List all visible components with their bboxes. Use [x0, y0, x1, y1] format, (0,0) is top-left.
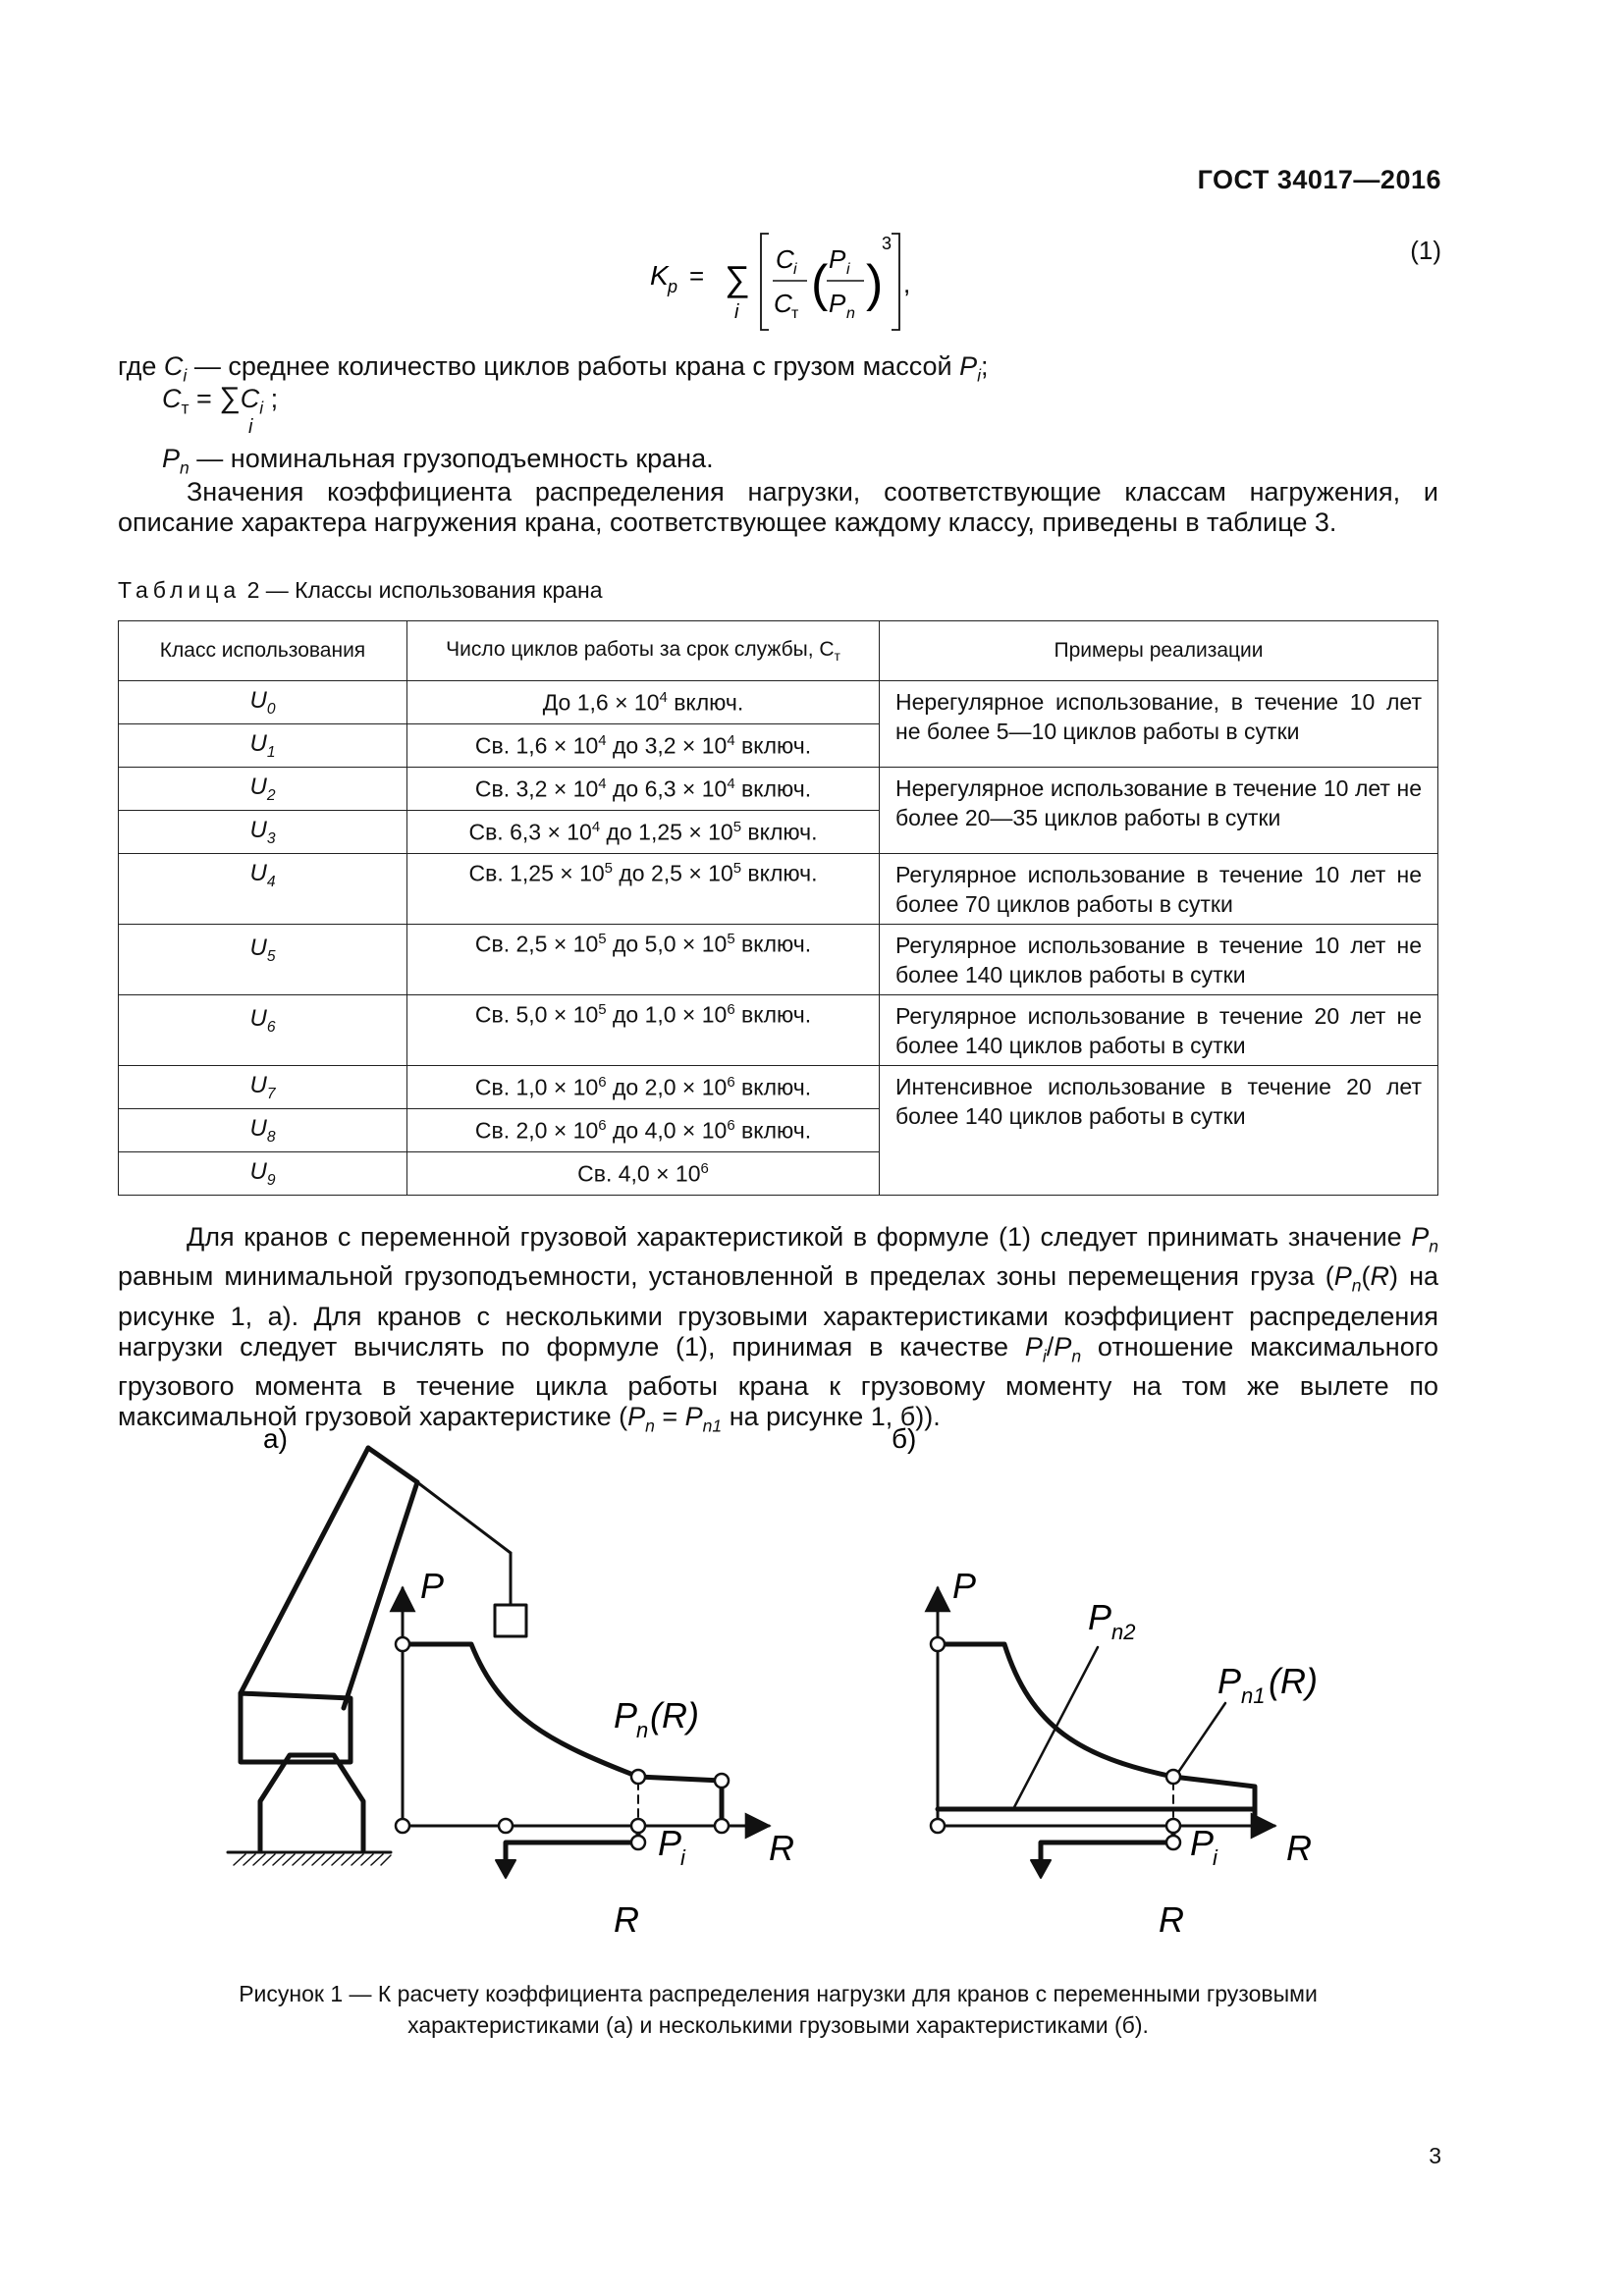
panel-a-axis-x: R [769, 1828, 794, 1868]
right-paren: ) [866, 255, 884, 312]
document-header: ГОСТ 34017—2016 [1197, 165, 1441, 194]
panel-b-point-label: P [1190, 1823, 1215, 1863]
def2-sub: т [181, 398, 189, 418]
def2-index: i [248, 416, 253, 438]
cycles-cell: Св. $5,0 \times 10^5$ до $1,0 \times 10^6$ включ. [407, 995, 880, 1066]
def2-sumsub: i [259, 398, 264, 418]
equation-1 [628, 224, 943, 342]
ground-hatching [234, 1854, 391, 1865]
example-cell: Регулярное использование в течение 20 лет не более 140 циклов работы в сутки [880, 995, 1438, 1066]
panel-b-axis-x-below: R [1159, 1899, 1184, 1940]
figure-caption-line-1: Рисунок 1 — К расчету коэффициента распределения нагрузки для кранов с переменными грузовыми [239, 1981, 1318, 2006]
panel-b-curve1-label-rest: (R) [1269, 1661, 1318, 1701]
def3-text: — номинальная грузоподъемность крана. [189, 444, 714, 473]
equation-number: (1) [1410, 236, 1441, 265]
right-bracket [892, 234, 899, 330]
header-class: Класс использования [119, 621, 407, 681]
table-row [119, 854, 1438, 925]
eq-num-c: C [776, 244, 794, 274]
cycles-cell: Св. $6,3 \times 10^4$ до $1,25 \times 10^5$ включ. [407, 811, 880, 854]
panel-b-pi-line [1041, 1842, 1173, 1865]
panel-a-point-label-sub: i [680, 1845, 685, 1870]
def2-var: C [162, 384, 182, 413]
panel-a-point-label: P [658, 1823, 682, 1863]
example-cell: Нерегулярное использование в течение 10 лет не более 20—35 циклов работы в сутки [880, 768, 1438, 854]
panel-b-pn1-leader [1175, 1703, 1225, 1777]
load-box [495, 1605, 526, 1636]
def-end-1: ; [981, 351, 989, 381]
panel-b-curve2-label-sub: n2 [1111, 1620, 1136, 1644]
panel-b-down-arrow [1031, 1860, 1051, 1878]
header-cycles [407, 621, 880, 681]
class-cell: $U_3$ [119, 811, 407, 854]
eq-power: 3 [882, 234, 893, 253]
panel-b-points [931, 1637, 1180, 1849]
cycles-cell: Св. $1,25 \times 10^5$ до $2,5 \times 10^5$ включ. [407, 854, 880, 925]
eq-num-c-sub: i [793, 261, 797, 278]
table-row [119, 925, 1438, 995]
eq-equals: = [689, 261, 705, 291]
table-caption-label: Таблица [118, 577, 242, 603]
class-cell: $U_9$ [119, 1152, 407, 1196]
def-var-p: P [959, 351, 978, 381]
panel-b-curve1-label: P [1217, 1661, 1242, 1701]
eq-den-c-sub: т [791, 305, 799, 322]
class-cell: $U_8$ [119, 1109, 407, 1152]
class-cell: $U_0$ [119, 681, 407, 724]
class-cell: $U_6$ [119, 995, 407, 1066]
class-cell: $U_5$ [119, 925, 407, 995]
crane-drawing [228, 1448, 526, 1865]
definition-ct [162, 383, 278, 423]
panel-a-curve-label-sub: n [636, 1718, 649, 1742]
def-var-c: C [163, 351, 184, 381]
def-prefix: где [118, 351, 164, 381]
table-row [119, 1066, 1438, 1109]
cycles-cell: Св. $2,0 \times 10^6$ до $4,0 \times 10^6$ включ. [407, 1109, 880, 1152]
panel-b-pn1-curve [938, 1644, 1255, 1826]
class-cell: $U_2$ [119, 768, 407, 811]
eq-num-p-sub: i [846, 261, 850, 278]
panel-a-axis-x-below: R [614, 1899, 639, 1940]
def3-var: P [162, 444, 181, 473]
def2-sumvar: C [240, 384, 260, 413]
figure-1 [0, 1414, 1623, 1963]
cycles-cell: Св. $1,0 \times 10^6$ до $2,0 \times 10^6$ включ. [407, 1066, 880, 1109]
panel-a-curve-label: P [614, 1695, 638, 1735]
left-paren: ( [811, 255, 829, 312]
header-examples: Примеры реализации [880, 621, 1438, 681]
panel-b-axis-y: P [952, 1566, 977, 1606]
def2-eq: = [189, 384, 220, 413]
usage-class-table [118, 620, 1438, 1196]
table-row [119, 768, 1438, 811]
eq-num-p: P [829, 244, 846, 274]
panel-b-label: б) [892, 1423, 917, 1454]
cycles-cell: Св. $3,2 \times 10^4$ до $6,3 \times 10^4$ включ. [407, 768, 880, 811]
class-cell: $U_7$ [119, 1066, 407, 1109]
def-text-1: — среднее количество циклов работы крана с грузом массой [187, 351, 960, 381]
panel-b-pn2-leader [1013, 1647, 1098, 1809]
table-row [119, 681, 1438, 724]
figure-caption-line-2: характеристиками (а) и несколькими грузовыми характеристиками (б). [407, 2012, 1149, 2038]
def-var-c-sub: i [183, 365, 188, 386]
table-caption [118, 577, 603, 604]
figure-caption [118, 1978, 1438, 2041]
eq-sum-index: i [734, 301, 739, 323]
cycles-cell: До $1,6 \times 10^4$ включ. [407, 681, 880, 724]
panel-a-label: а) [263, 1423, 288, 1454]
table-row [119, 995, 1438, 1066]
table-header-row [119, 621, 1438, 681]
eq-lhs: K [650, 260, 669, 291]
eq-den-p-sub: n [846, 305, 855, 322]
eq-den-p: P [829, 289, 846, 318]
table-caption-text: 2 — Классы использования крана [241, 577, 603, 603]
panel-a-down-arrow [496, 1860, 515, 1878]
cycles-cell: Св. $4,0 \times 10^6$ [407, 1152, 880, 1196]
header-cycles-text: Число циклов работы за срок службы, C [446, 637, 835, 661]
eq-lhs-sub: p [668, 277, 678, 296]
header-cycles-sub: т [834, 649, 840, 665]
panel-b-axis-x: R [1286, 1828, 1312, 1868]
panel-a-chart [396, 1588, 769, 1878]
panel-a-axis-y: P [420, 1566, 445, 1606]
sum-sign: ∑ [725, 258, 750, 298]
example-cell: Интенсивное использование в течение 20 лет более 140 циклов работы в сутки [880, 1066, 1438, 1196]
def-var-p-sub: i [977, 365, 982, 386]
example-cell: Нерегулярное использование, в течение 10 лет не более 5—10 циклов работы в сутки [880, 681, 1438, 768]
paragraph-2 [118, 1222, 1438, 1442]
paragraph-2-text: Для кранов с переменной грузовой характеристикой в формуле (1) следует принимать значение $P_n$ равным минимальной грузоподъемности, установленной в пределах зоны перемещения груза ($P_n(R)$ на рисунке 1, а). Для кранов с несколькими грузовыми характеристиками коэффициент распределения нагрузки следует вычислять по формуле (1), принимая в качестве $P_i/P_n$ отношение максимального грузового момента в течение цикла работы крана к грузовому моменту на том же вылете по максимальной грузовой характеристике ($P_n = P_{n1}$ на рисунке 1, б)). [118, 1222, 1438, 1436]
panel-a-curve-label-rest: (R) [650, 1695, 699, 1735]
class-cell: $U_1$ [119, 724, 407, 768]
cycles-cell: Св. $2,5 \times 10^5$ до $5,0 \times 10^5$ включ. [407, 925, 880, 995]
panel-b-curve2-label: P [1088, 1597, 1112, 1637]
panel-a-pi-line [506, 1842, 638, 1865]
page-number: 3 [1429, 2143, 1441, 2168]
eq-comma: , [903, 269, 911, 298]
paragraph-1-text: Значения коэффициента распределения нагрузки, соответствующие классам нагружения, и описание характера нагружения крана, соответствующее каждому классу, приведены в таблице 3. [118, 477, 1438, 537]
def3-sub: n [180, 457, 189, 478]
def2-sum-sign: ∑ [219, 382, 241, 414]
example-cell: Регулярное использование в течение 10 лет не более 140 циклов работы в сутки [880, 925, 1438, 995]
def2-end: ; [263, 384, 279, 413]
cycles-cell: Св. $1,6 \times 10^4$ до $3,2 \times 10^4$ включ. [407, 724, 880, 768]
example-cell: Регулярное использование в течение 10 лет не более 70 циклов работы в сутки [880, 854, 1438, 925]
panel-b-point-label-sub: i [1213, 1845, 1217, 1870]
eq-den-c: C [774, 289, 792, 318]
paragraph-1 [118, 477, 1438, 538]
panel-b-curve1-label-sub: n1 [1241, 1683, 1266, 1708]
left-bracket [761, 234, 769, 330]
class-cell: $U_4$ [119, 854, 407, 925]
